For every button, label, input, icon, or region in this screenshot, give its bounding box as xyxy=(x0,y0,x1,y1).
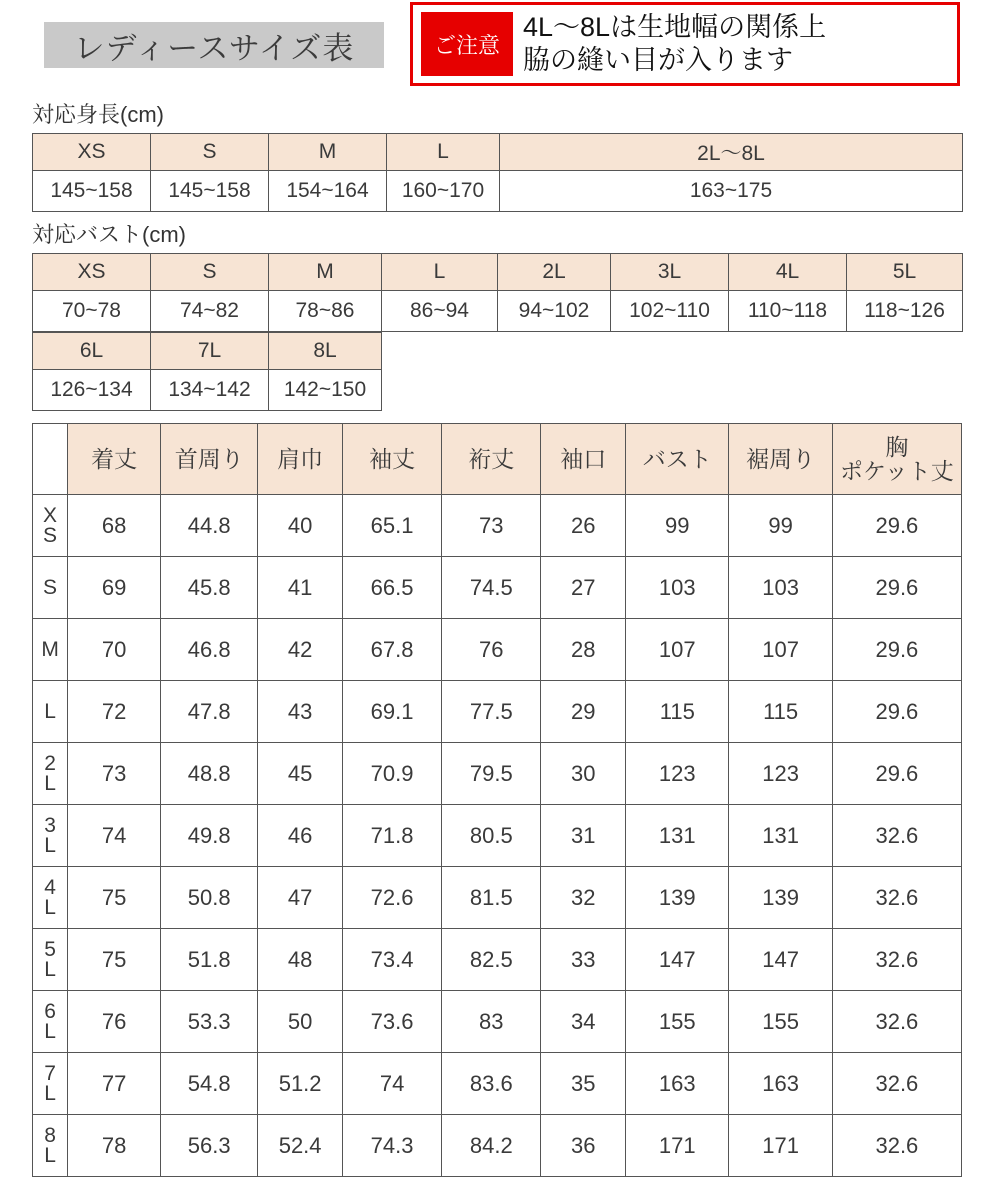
table-row xyxy=(33,333,382,370)
height-value-s: 145~158 xyxy=(151,171,269,212)
cell-katahaba: 48 xyxy=(258,929,343,991)
notice-box xyxy=(410,2,960,86)
bust-header-8l: 8L xyxy=(269,333,382,370)
cell-susomawari: 171 xyxy=(729,1115,832,1177)
cell-sodetake: 74.3 xyxy=(342,1115,441,1177)
cell-sodeguchi: 31 xyxy=(541,805,626,867)
height-header-l: L xyxy=(387,134,500,171)
cell-chest-pocket: 32.6 xyxy=(832,867,961,929)
bust-value-l: 86~94 xyxy=(382,291,498,332)
col-header-katahaba: 肩巾 xyxy=(258,424,343,495)
height-header-s: S xyxy=(151,134,269,171)
cell-kubimawari: 49.8 xyxy=(161,805,258,867)
table-row xyxy=(33,495,962,557)
cell-sodeguchi: 26 xyxy=(541,495,626,557)
cell-kitake: 72 xyxy=(68,681,161,743)
row-header-line: S xyxy=(43,575,58,599)
cell-yukitake: 83 xyxy=(442,991,541,1053)
bust-value-s: 74~82 xyxy=(151,291,269,332)
bust-header-6l: 6L xyxy=(33,333,151,370)
cell-sodeguchi: 32 xyxy=(541,867,626,929)
row-header-line: S xyxy=(43,523,58,547)
cell-sodetake: 73.4 xyxy=(342,929,441,991)
cell-sodetake: 73.6 xyxy=(342,991,441,1053)
row-header-line: 3 xyxy=(44,813,56,837)
cell-kitake: 78 xyxy=(68,1115,161,1177)
cell-katahaba: 43 xyxy=(258,681,343,743)
row-header-s xyxy=(33,557,68,619)
cell-susomawari: 115 xyxy=(729,681,832,743)
cell-chest-pocket: 32.6 xyxy=(832,1053,961,1115)
bust-header-s: S xyxy=(151,254,269,291)
bust-section-label: 対応バスト(cm) xyxy=(32,222,186,247)
cell-katahaba: 42 xyxy=(258,619,343,681)
row-header-line: L xyxy=(44,1019,56,1043)
row-header-line: 6 xyxy=(44,999,56,1023)
height-header-m: M xyxy=(269,134,387,171)
cell-bust: 155 xyxy=(626,991,729,1053)
cell-sodeguchi: 28 xyxy=(541,619,626,681)
height-value-xs: 145~158 xyxy=(33,171,151,212)
row-header-line: 5 xyxy=(44,937,56,961)
cell-katahaba: 51.2 xyxy=(258,1053,343,1115)
cell-bust: 171 xyxy=(626,1115,729,1177)
header xyxy=(30,0,960,92)
cell-chest-pocket: 32.6 xyxy=(832,1115,961,1177)
col-header-chest-pocket-line2: ポケット丈 xyxy=(839,458,954,484)
cell-chest-pocket: 32.6 xyxy=(832,991,961,1053)
row-header-8l xyxy=(33,1115,68,1177)
bust-header-4l: 4L xyxy=(729,254,847,291)
cell-bust: 139 xyxy=(626,867,729,929)
cell-susomawari: 147 xyxy=(729,929,832,991)
cell-kubimawari: 51.8 xyxy=(161,929,258,991)
cell-kubimawari: 45.8 xyxy=(161,557,258,619)
row-header-7l xyxy=(33,1053,68,1115)
bust-value-7l: 134~142 xyxy=(151,370,269,411)
row-header-line: X xyxy=(43,503,58,527)
cell-chest-pocket: 29.6 xyxy=(832,619,961,681)
bust-header-5l: 5L xyxy=(847,254,963,291)
row-header-m xyxy=(33,619,68,681)
table-row xyxy=(33,619,962,681)
bust-value-8l: 142~150 xyxy=(269,370,382,411)
bust-value-m: 78~86 xyxy=(269,291,382,332)
bust-table xyxy=(32,253,963,332)
cell-sodeguchi: 27 xyxy=(541,557,626,619)
cell-chest-pocket: 29.6 xyxy=(832,743,961,805)
cell-chest-pocket: 29.6 xyxy=(832,557,961,619)
cell-yukitake: 84.2 xyxy=(442,1115,541,1177)
row-header-line: L xyxy=(44,771,56,795)
cell-sodetake: 70.9 xyxy=(342,743,441,805)
cell-kubimawari: 50.8 xyxy=(161,867,258,929)
cell-susomawari: 163 xyxy=(729,1053,832,1115)
cell-bust: 147 xyxy=(626,929,729,991)
notice-text xyxy=(513,5,957,83)
cell-susomawari: 103 xyxy=(729,557,832,619)
cell-kubimawari: 48.8 xyxy=(161,743,258,805)
cell-bust: 131 xyxy=(626,805,729,867)
table-row xyxy=(33,991,962,1053)
row-header-2l xyxy=(33,743,68,805)
bust-header-xs: XS xyxy=(33,254,151,291)
cell-katahaba: 47 xyxy=(258,867,343,929)
bust-value-5l: 118~126 xyxy=(847,291,963,332)
measurement-table xyxy=(32,423,962,1177)
row-header-line: M xyxy=(41,637,59,661)
cell-sodeguchi: 30 xyxy=(541,743,626,805)
cell-sodetake: 71.8 xyxy=(342,805,441,867)
height-section-label: 対応身長(cm) xyxy=(32,102,164,127)
cell-sodeguchi: 34 xyxy=(541,991,626,1053)
cell-katahaba: 41 xyxy=(258,557,343,619)
table-row xyxy=(33,743,962,805)
cell-yukitake: 79.5 xyxy=(442,743,541,805)
row-header-line: L xyxy=(44,1143,56,1167)
cell-sodeguchi: 33 xyxy=(541,929,626,991)
col-header-susomawari: 裾周り xyxy=(729,424,832,495)
cell-sodetake: 74 xyxy=(342,1053,441,1115)
bust-header-m: M xyxy=(269,254,382,291)
cell-kitake: 70 xyxy=(68,619,161,681)
cell-kitake: 74 xyxy=(68,805,161,867)
cell-sodeguchi: 36 xyxy=(541,1115,626,1177)
corner-cell xyxy=(33,424,68,495)
row-header-line: L xyxy=(44,957,56,981)
cell-katahaba: 50 xyxy=(258,991,343,1053)
table-row xyxy=(33,557,962,619)
cell-bust: 115 xyxy=(626,681,729,743)
cell-chest-pocket: 32.6 xyxy=(832,805,961,867)
row-header-line: 4 xyxy=(44,875,56,899)
height-header-xs: XS xyxy=(33,134,151,171)
table-row xyxy=(33,1115,962,1177)
cell-yukitake: 83.6 xyxy=(442,1053,541,1115)
table-row xyxy=(33,805,962,867)
cell-katahaba: 40 xyxy=(258,495,343,557)
cell-kitake: 77 xyxy=(68,1053,161,1115)
cell-susomawari: 131 xyxy=(729,805,832,867)
cell-susomawari: 155 xyxy=(729,991,832,1053)
cell-kitake: 68 xyxy=(68,495,161,557)
cell-kubimawari: 56.3 xyxy=(161,1115,258,1177)
cell-kitake: 76 xyxy=(68,991,161,1053)
notice-line-2: 脇の縫い目が入ります xyxy=(523,45,793,75)
bust-header-l: L xyxy=(382,254,498,291)
row-header-4l xyxy=(33,867,68,929)
table-row xyxy=(33,867,962,929)
row-header-line: L xyxy=(44,833,56,857)
cell-susomawari: 139 xyxy=(729,867,832,929)
page-title xyxy=(44,22,384,68)
table-row xyxy=(33,929,962,991)
height-header-2l-8l: 2L〜8L xyxy=(500,134,963,171)
col-header-yukitake: 裄丈 xyxy=(442,424,541,495)
bust-value-3l: 102~110 xyxy=(611,291,729,332)
bust-value-4l: 110~118 xyxy=(729,291,847,332)
cell-yukitake: 76 xyxy=(442,619,541,681)
cell-sodetake: 65.1 xyxy=(342,495,441,557)
notice-badge: ご注意 xyxy=(421,12,513,76)
cell-kubimawari: 47.8 xyxy=(161,681,258,743)
height-table xyxy=(32,133,963,212)
row-header-line: 8 xyxy=(44,1123,56,1147)
cell-sodetake: 72.6 xyxy=(342,867,441,929)
row-header-line: 7 xyxy=(44,1061,56,1085)
cell-susomawari: 99 xyxy=(729,495,832,557)
col-header-chest-pocket-line1: 胸 xyxy=(885,433,909,460)
col-header-kitake: 着丈 xyxy=(68,424,161,495)
cell-chest-pocket: 29.6 xyxy=(832,681,961,743)
height-value-2l-8l: 163~175 xyxy=(500,171,963,212)
cell-sodeguchi: 29 xyxy=(541,681,626,743)
cell-sodetake: 69.1 xyxy=(342,681,441,743)
page-title-text: レディースサイズ表 xyxy=(73,30,355,66)
table-row xyxy=(33,254,963,291)
cell-yukitake: 80.5 xyxy=(442,805,541,867)
row-header-line: L xyxy=(44,1081,56,1105)
cell-susomawari: 107 xyxy=(729,619,832,681)
table-row xyxy=(33,134,963,171)
cell-kubimawari: 53.3 xyxy=(161,991,258,1053)
cell-sodetake: 67.8 xyxy=(342,619,441,681)
cell-sodeguchi: 35 xyxy=(541,1053,626,1115)
col-header-chest-pocket xyxy=(832,424,961,495)
cell-kitake: 75 xyxy=(68,929,161,991)
cell-kubimawari: 54.8 xyxy=(161,1053,258,1115)
cell-sodetake: 66.5 xyxy=(342,557,441,619)
height-value-m: 154~164 xyxy=(269,171,387,212)
col-header-bust: バスト xyxy=(626,424,729,495)
row-header-line: 2 xyxy=(44,751,56,775)
cell-bust: 107 xyxy=(626,619,729,681)
bust-value-2l: 94~102 xyxy=(498,291,611,332)
table-row xyxy=(33,1053,962,1115)
height-value-l: 160~170 xyxy=(387,171,500,212)
col-header-sodeguchi: 袖口 xyxy=(541,424,626,495)
bust-header-2l: 2L xyxy=(498,254,611,291)
cell-bust: 99 xyxy=(626,495,729,557)
cell-chest-pocket: 29.6 xyxy=(832,495,961,557)
bust-table-continued xyxy=(32,332,382,411)
bust-value-6l: 126~134 xyxy=(33,370,151,411)
row-header-6l xyxy=(33,991,68,1053)
cell-yukitake: 73 xyxy=(442,495,541,557)
cell-katahaba: 45 xyxy=(258,743,343,805)
cell-yukitake: 77.5 xyxy=(442,681,541,743)
cell-yukitake: 74.5 xyxy=(442,557,541,619)
row-header-l xyxy=(33,681,68,743)
table-row xyxy=(33,291,963,332)
cell-kitake: 69 xyxy=(68,557,161,619)
table-row xyxy=(33,171,963,212)
row-header-3l xyxy=(33,805,68,867)
table-header-row xyxy=(33,424,962,495)
notice-line-1: 4L〜8Lは生地幅の関係上 xyxy=(523,12,827,43)
cell-bust: 103 xyxy=(626,557,729,619)
table-row xyxy=(33,681,962,743)
cell-kitake: 75 xyxy=(68,867,161,929)
row-header-5l xyxy=(33,929,68,991)
table-row xyxy=(33,370,382,411)
cell-bust: 123 xyxy=(626,743,729,805)
bust-header-7l: 7L xyxy=(151,333,269,370)
row-header-xs xyxy=(33,495,68,557)
cell-susomawari: 123 xyxy=(729,743,832,805)
row-header-line: L xyxy=(44,895,56,919)
cell-katahaba: 52.4 xyxy=(258,1115,343,1177)
cell-chest-pocket: 32.6 xyxy=(832,929,961,991)
cell-bust: 163 xyxy=(626,1053,729,1115)
cell-kitake: 73 xyxy=(68,743,161,805)
cell-yukitake: 81.5 xyxy=(442,867,541,929)
bust-header-3l: 3L xyxy=(611,254,729,291)
bust-value-xs: 70~78 xyxy=(33,291,151,332)
cell-katahaba: 46 xyxy=(258,805,343,867)
col-header-kubimawari: 首周り xyxy=(161,424,258,495)
cell-yukitake: 82.5 xyxy=(442,929,541,991)
cell-kubimawari: 46.8 xyxy=(161,619,258,681)
row-header-line: L xyxy=(44,699,56,723)
cell-kubimawari: 44.8 xyxy=(161,495,258,557)
col-header-sodetake: 袖丈 xyxy=(342,424,441,495)
